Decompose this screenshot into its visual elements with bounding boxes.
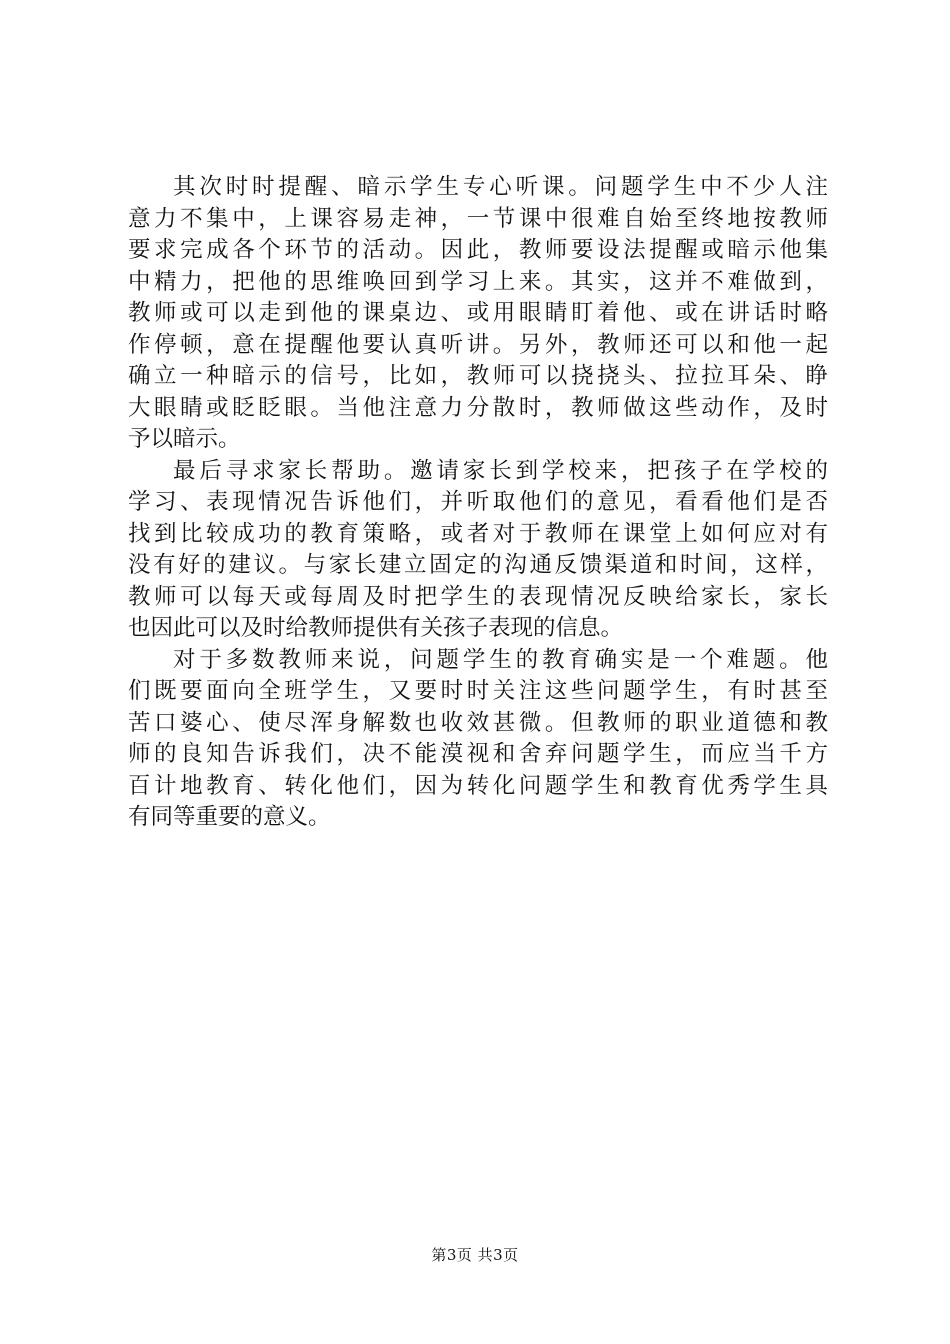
text-line: 予以暗示。 [128,426,241,452]
text-line: 最后寻求家长帮助。邀请家长到学校来，把孩子在学校的 [173,457,828,484]
page-number-footer: 第3页 共3页 [431,1246,519,1264]
text-line: 确立一种暗示的信号，比如，教师可以挠挠头、拉拉耳朵、睁 [128,363,828,389]
text-line: 意力不集中，上课容易走神，一节课中很难自始至终地按教师 [128,205,828,232]
text-line: 百计地教育、转化他们，因为转化问题学生和教育优秀学生具 [128,772,828,799]
text-line: 们既要面向全班学生，又要时时关注这些问题学生，有时甚至 [128,678,828,704]
text-line: 有同等重要的意义。 [128,804,331,830]
paragraph [128,456,828,645]
text-line: 也因此可以及时给教师提供有关孩子表现的信息。 [128,615,624,641]
text-line: 教师可以每天或每周及时把学生的表现情况反映给家长，家长 [128,583,828,610]
text-line: 苦口婆心、使尽浑身解数也收效甚微。但教师的职业道德和教 [128,709,828,736]
document-body [128,172,828,834]
text-line: 作停顿，意在提醒他要认真听讲。另外，教师还可以和他一起 [128,331,828,358]
text-line: 教师或可以走到他的课桌边、或用眼睛盯着他、或在讲话时略 [128,300,828,326]
text-line: 师的良知告诉我们，决不能漠视和舍弃问题学生，而应当千方 [128,741,828,767]
text-line: 学习、表现情况告诉他们，并听取他们的意见，看看他们是否 [128,489,828,515]
paragraph [128,172,828,456]
text-line: 中精力，把他的思维唤回到学习上来。其实，这并不难做到， [128,268,828,295]
text-line: 大眼睛或眨眨眼。当他注意力分散时，教师做这些动作，及时 [128,394,828,421]
text-line: 没有好的建议。与家长建立固定的沟通反馈渠道和时间，这样， [128,552,828,578]
text-line: 找到比较成功的教育策略，或者对于教师在课堂上如何应对有 [128,520,828,547]
text-line: 其次时时提醒、暗示学生专心听课。问题学生中不少人注 [173,174,828,200]
text-line: 要求完成各个环节的活动。因此，教师要设法提醒或暗示他集 [128,237,828,263]
paragraph [128,645,828,834]
text-line: 对于多数教师来说，问题学生的教育确实是一个难题。他 [173,646,828,673]
